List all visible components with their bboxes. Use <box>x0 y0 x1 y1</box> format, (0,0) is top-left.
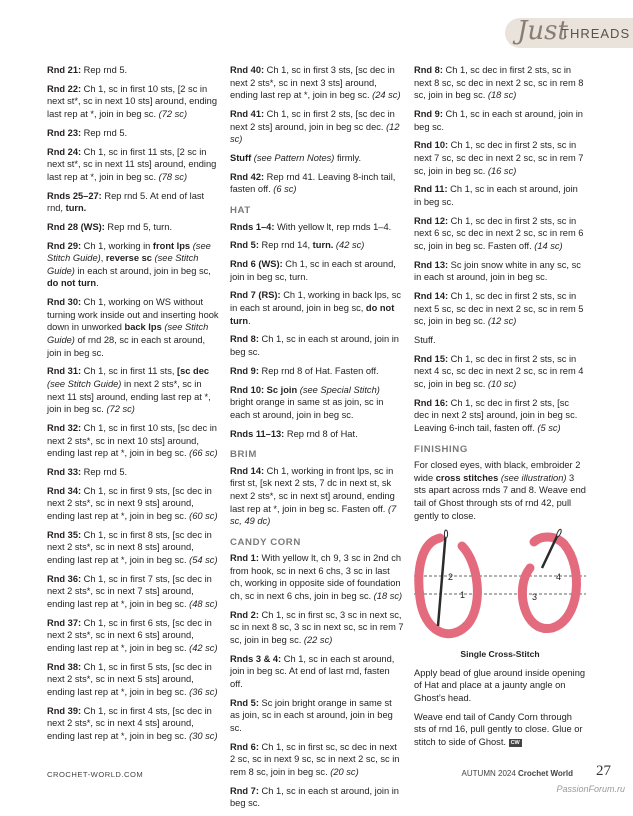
pattern-paragraph: Weave end tail of Candy Corn through sts of rnd 16, pull gently to close. Glue or stitch to side of Ghost. CW <box>414 711 583 748</box>
pattern-paragraph: Rnds 1–4: With yellow lt, rep rnds 1–4. <box>230 221 392 232</box>
pattern-paragraph: Rnd 29: Ch 1, working in front lps (see Stitch Guide), reverse sc (see Stitch Guide) in each st around, join in beg sc, do not turn. <box>47 240 211 289</box>
pattern-paragraph: Rnds 11–13: Rep rnd 8 of Hat. <box>230 428 358 439</box>
footer-issue-date: AUTUMN 2024 <box>461 769 516 778</box>
end-mark-icon: CW <box>510 739 520 746</box>
watermark: PassionForum.ru <box>556 784 625 794</box>
label-3: 3 <box>532 592 538 603</box>
pattern-paragraph: Rnd 5: Rep rnd 14, turn. (42 sc) <box>230 240 365 251</box>
section-tab-label: THREADS <box>561 26 631 41</box>
cross-stitch-illustration <box>414 528 586 646</box>
pattern-paragraph: Rnd 15: Ch 1, sc dec in first 2 sts, sc in next 4 sc, sc dec in next 2 sc, sc in rem 4 sc, join in beg sc. (10 sc) <box>414 353 584 389</box>
pattern-paragraph: Rnds 3 & 4: Ch 1, sc in each st around, join in beg sc. At end of last rnd, fasten off. <box>230 653 395 689</box>
pattern-paragraph: Rnd 2: Ch 1, sc in first sc, 3 sc in next sc, sc in next 8 sc, 3 sc in next sc, sc in rem 7 sc, join in beg sc. (22 sc) <box>230 609 404 646</box>
footer-issue <box>462 769 573 778</box>
pattern-paragraph: Stuff. <box>414 335 436 345</box>
pattern-paragraph: Rnd 6 (WS): Ch 1, sc in each st around, join in beg sc, turn. <box>230 259 396 282</box>
pattern-paragraph: Rnd 36: Ch 1, sc in first 7 sts, [sc dec in next 2 sts*, sc in next 7 sts] around, ending last rep at *, join in beg sc. (48 sc) <box>47 573 218 609</box>
section-heading: CANDY CORN <box>230 536 301 548</box>
pattern-paragraph: Rnd 21: Rep rnd 5. <box>47 65 128 75</box>
pattern-paragraph: Rnd 31: Ch 1, sc in first 11 sts, [sc dec (see Stitch Guide) in next 2 sts*, sc in next 11 sts] around, ending last rep at *, join in beg sc. (72 sc) <box>47 366 211 415</box>
pattern-paragraph: Rnd 1: With yellow lt, ch 9, 3 sc in 2nd ch from hook, sc in next 6 chs, 3 sc in last ch, working in opposite side of foundation ch, sc in next 6 chs, join in beg sc. (18 sc) <box>230 553 403 602</box>
pattern-paragraph: Rnd 10: Ch 1, sc dec in first 2 sts, sc in next 7 sc, sc dec in next 2 sc, sc in rem 7 sc, join in beg sc. (16 sc) <box>414 140 584 176</box>
pattern-paragraph: Rnd 22: Ch 1, sc in first 10 sts, [2 sc in next st*, sc in next 10 sts] around, ending last rep at *, join in beg sc. (72 sc) <box>47 83 218 119</box>
pattern-paragraph: Rnd 30: Ch 1, working on WS without turning work inside out and inserting hook down in unworked back lps (see Stitch Guide) of rnd 28, sc in each st around, join in beg sc. <box>47 297 219 358</box>
pattern-paragraph: Rnd 12: Ch 1, sc dec in first 2 sts, sc in next 6 sc, sc dec in next 2 sc, sc in rem 6 sc, join in beg sc. Fasten off. (14 sc) <box>414 215 584 251</box>
pattern-paragraph: Rnd 9: Ch 1, sc in each st around, join in beg sc. <box>414 108 583 132</box>
section-heading: FINISHING <box>414 443 468 455</box>
section-tab-script: Just <box>517 16 568 46</box>
pattern-paragraph: Rnd 11: Ch 1, sc in each st around, join in beg sc. <box>414 184 578 207</box>
pattern-paragraph: Rnd 32: Ch 1, sc in first 10 sts, [sc dec in next 2 sts*, sc in next 10 sts] around, ending last rep at *, join in beg sc. (66 sc) <box>47 422 218 459</box>
pattern-paragraph: Rnd 28 (WS): Rep rnd 5, turn. <box>47 221 173 232</box>
label-4: 4 <box>556 572 562 583</box>
pattern-paragraph: Rnd 35: Ch 1, sc in first 8 sts, [sc dec in next 2 sts*, sc in next 8 sts] around, ending last rep at *, join in beg sc. (54 sc) <box>47 529 218 565</box>
pattern-paragraph: Rnd 9: Rep rnd 8 of Hat. Fasten off. <box>230 365 379 376</box>
pattern-paragraph: Rnd 37: Ch 1, sc in first 6 sts, [sc dec in next 2 sts*, sc in next 6 sts] around, ending last rep at *, join in beg sc. (42 sc) <box>47 617 218 653</box>
section-heading: BRIM <box>230 449 257 461</box>
pattern-paragraph: Rnd 5: Sc join bright orange in same st as join, sc in each st around, join in beg sc. <box>230 697 393 733</box>
pattern-paragraph: Rnd 40: Ch 1, sc in first 3 sts, [sc dec in next 2 sts*, sc in next 3 sts] around, ending last rep at *, join in beg sc. (24 sc) <box>230 65 401 101</box>
column-3 <box>414 64 586 755</box>
column-2 <box>230 64 404 816</box>
pattern-paragraph: Rnd 8: Ch 1, sc dec in first 2 sts, sc in next 8 sc, sc dec in next 2 sc, sc in rem 8 sc, join in beg sc. (18 sc) <box>414 65 584 101</box>
pattern-paragraph: Rnd 6: Ch 1, sc in first sc, sc dec in next 2 sc, sc in next 9 sc, sc in next 2 sc, sc in rem 8 sc, join in beg sc. (20 sc) <box>230 741 400 777</box>
pattern-paragraph: Apply bead of glue around inside opening of Hat and place at a jaunty angle on Ghost’s head. <box>414 667 586 704</box>
column-1 <box>47 64 219 749</box>
label-1: 1 <box>460 590 466 601</box>
footer-magazine: Crochet World <box>518 769 573 778</box>
pattern-paragraph: Rnd 38: Ch 1, sc in first 5 sts, [sc dec in next 2 sts*, sc in next 5 sts] around, ending last rep at *, join in beg sc. (36 sc) <box>47 661 218 697</box>
pattern-paragraph: Rnd 14: Ch 1, sc dec in first 2 sts, sc in next 5 sc, sc dec in next 2 sc, sc in rem 5 sc, join in beg sc. (12 sc) <box>414 291 584 327</box>
pattern-paragraph: Rnd 39: Ch 1, sc in first 4 sts, [sc dec in next 2 sts*, sc in next 4 sts] around, ending last rep at *, join in beg sc. (30 sc) <box>47 705 218 741</box>
left-needle-icon <box>438 530 446 626</box>
footer-site: CROCHET-WORLD.COM <box>47 770 144 779</box>
pattern-paragraph: Rnd 10: Sc join (see Special Stitch) bright orange in same st as join, sc in each st around, join in beg sc. <box>230 384 384 420</box>
pattern-paragraph: Rnd 16: Ch 1, sc dec in first 2 sts, [sc dec in next 2 sts] around, join in beg sc. Leaving 6-inch tail, fasten off. (5 sc) <box>414 397 578 433</box>
pattern-paragraph: Rnd 23: Rep rnd 5. <box>47 127 128 138</box>
pattern-paragraph: Rnd 8: Ch 1, sc in each st around, join in beg sc. <box>230 334 399 357</box>
pattern-paragraph: Rnd 34: Ch 1, sc in first 9 sts, [sc dec in next 2 sts*, sc in next 9 sts] around, ending last rep at *, join in beg sc. (60 sc) <box>47 485 218 521</box>
label-2: 2 <box>448 572 454 583</box>
pattern-paragraph: Rnd 14: Ch 1, working in front lps, sc in first st, [sk next 2 sts, 7 dc in next st, sk next 2 sts*, sc in next st] around, ending last rep at *, join in beg sc. Fasten off. (7 sc, 49 dc) <box>230 465 397 527</box>
section-heading: HAT <box>230 204 251 216</box>
pattern-paragraph: Rnds 25–27: Rep rnd 5. At end of last rnd, turn. <box>47 190 205 214</box>
illustration-caption: Single Cross-Stitch <box>460 649 540 660</box>
left-stitch-thread <box>419 538 478 634</box>
pattern-paragraph: Stuff (see Pattern Notes) firmly. <box>230 152 362 163</box>
pattern-paragraph: Rnd 7: Ch 1, sc in each st around, join in beg sc. <box>230 785 399 809</box>
pattern-paragraph: Rnd 7 (RS): Ch 1, working in back lps, sc in each st around, join in beg sc, do not turn. <box>230 290 402 326</box>
section-tab <box>505 18 633 48</box>
pattern-paragraph: Rnd 24: Ch 1, sc in first 11 sts, [2 sc in next st*, sc in next 11 sts] around, ending last rep at *, join in beg sc. (78 sc) <box>47 146 217 182</box>
pattern-paragraph: Rnd 41: Ch 1, sc in first 2 sts, [sc dec in next 2 sts] around, join in beg sc dec. (12 sc) <box>230 108 400 145</box>
pattern-paragraph: Rnd 13: Sc join snow white in any sc, sc in each st around, join in beg sc. <box>414 259 581 283</box>
page-number: 27 <box>596 763 611 779</box>
pattern-paragraph: Rnd 42: Rep rnd 41. Leaving 8-inch tail, fasten off. (6 sc) <box>230 171 396 195</box>
pattern-paragraph: Rnd 33: Rep rnd 5. <box>47 466 128 477</box>
pattern-paragraph: For closed eyes, with black, embroider 2 wide cross stitches (see illustration) 3 sts apart across rnds 7 and 8. Weave end tail of Ghost through sts of rnd 42, pull gently to close. <box>414 460 586 521</box>
